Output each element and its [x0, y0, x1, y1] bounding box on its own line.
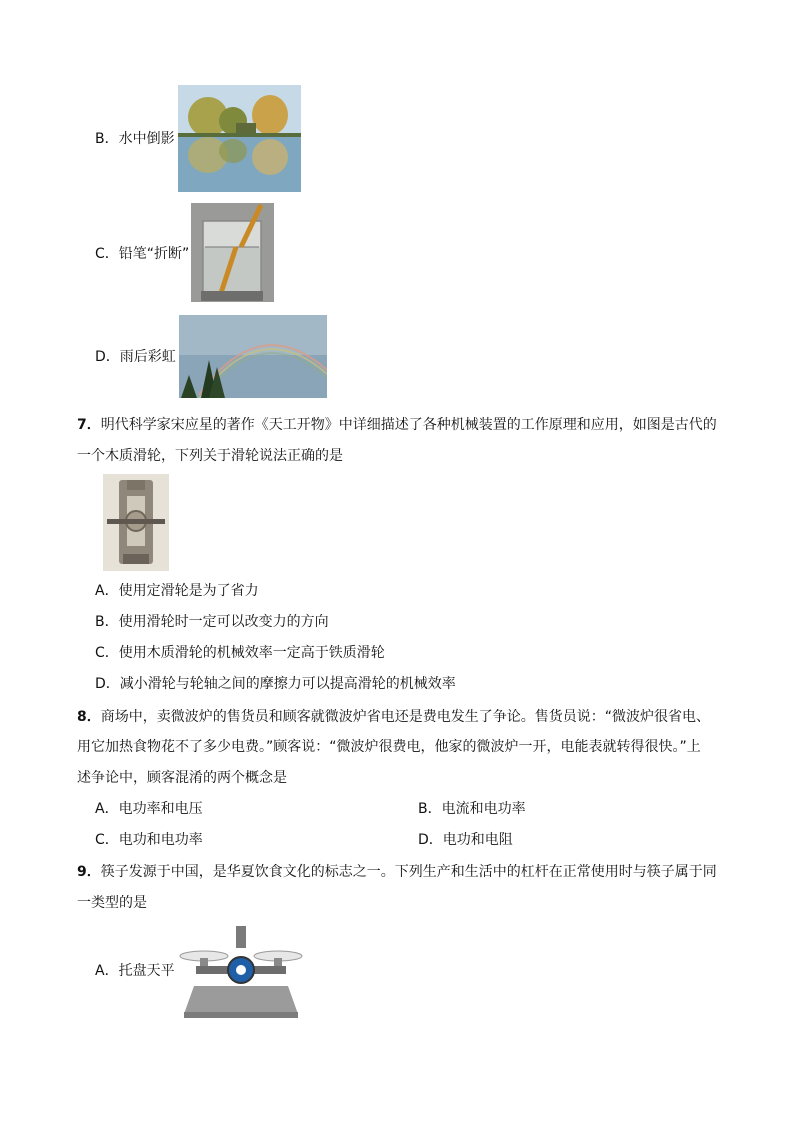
q9-stem-line2: 一类型的是: [77, 895, 147, 911]
q9-stem-text: 筷子发源于中国，是华夏饮食文化的标志之一。下列生产和生活中的杠杆在正常使用时与筷子属于同: [100, 864, 717, 880]
q7-option-a: A．使用定滑轮是为了省力: [95, 583, 259, 599]
q7-option-d: D．减小滑轮与轮轴之间的摩擦力可以提高滑轮的机械效率: [95, 676, 456, 692]
q8-stem-line1: [77, 707, 710, 727]
pencil-in-glass-photo: [191, 203, 274, 302]
q7-stem-line2: 一个木质滑轮，下列关于滑轮说法正确的是: [77, 448, 343, 464]
tray-balance-photo: [176, 922, 306, 1020]
q6-option-b: B．水中倒影: [95, 131, 175, 147]
q7-option-c: C．使用木质滑轮的机械效率一定高于铁质滑轮: [95, 645, 385, 661]
q8-option-d: D．电功和电阻: [418, 832, 513, 848]
q8-stem-line3: 述争论中，顾客混淆的两个概念是: [77, 770, 287, 786]
rainbow-photo: [179, 315, 327, 398]
q6-option-d: D．雨后彩虹: [95, 349, 176, 365]
q8-option-c: C．电功和电功率: [95, 832, 203, 848]
q8-option-b: B．电流和电功率: [418, 801, 526, 817]
q8-option-a: A．电功率和电压: [95, 801, 203, 817]
q8-number: 8．: [77, 709, 101, 725]
q9-option-a: A．托盘天平: [95, 963, 175, 979]
q8-stem-text: 商场中，卖微波炉的售货员和顾客就微波炉省电还是费电发生了争论。售货员说：“微波炉很省电、: [100, 709, 711, 725]
q6-option-c: C．铅笔“折断”: [95, 246, 190, 262]
q7-stem-line1: [77, 415, 717, 435]
q7-option-b: B．使用滑轮时一定可以改变力的方向: [95, 614, 329, 630]
q8-stem-line2: 用它加热食物花不了多少电费。”顾客说：“微波炉很费电，他家的微波炉一开，电能表就转得很快。”上: [77, 739, 701, 755]
wooden-pulley-photo: [103, 474, 169, 571]
q9-stem-line1: [77, 862, 717, 882]
reflection-photo: [178, 85, 301, 192]
q9-number: 9．: [77, 864, 101, 880]
q7-number: 7．: [77, 417, 101, 433]
q7-stem-text: 明代科学家宋应星的著作《天工开物》中详细描述了各种机械装置的工作原理和应用，如图是古代的: [100, 417, 717, 433]
